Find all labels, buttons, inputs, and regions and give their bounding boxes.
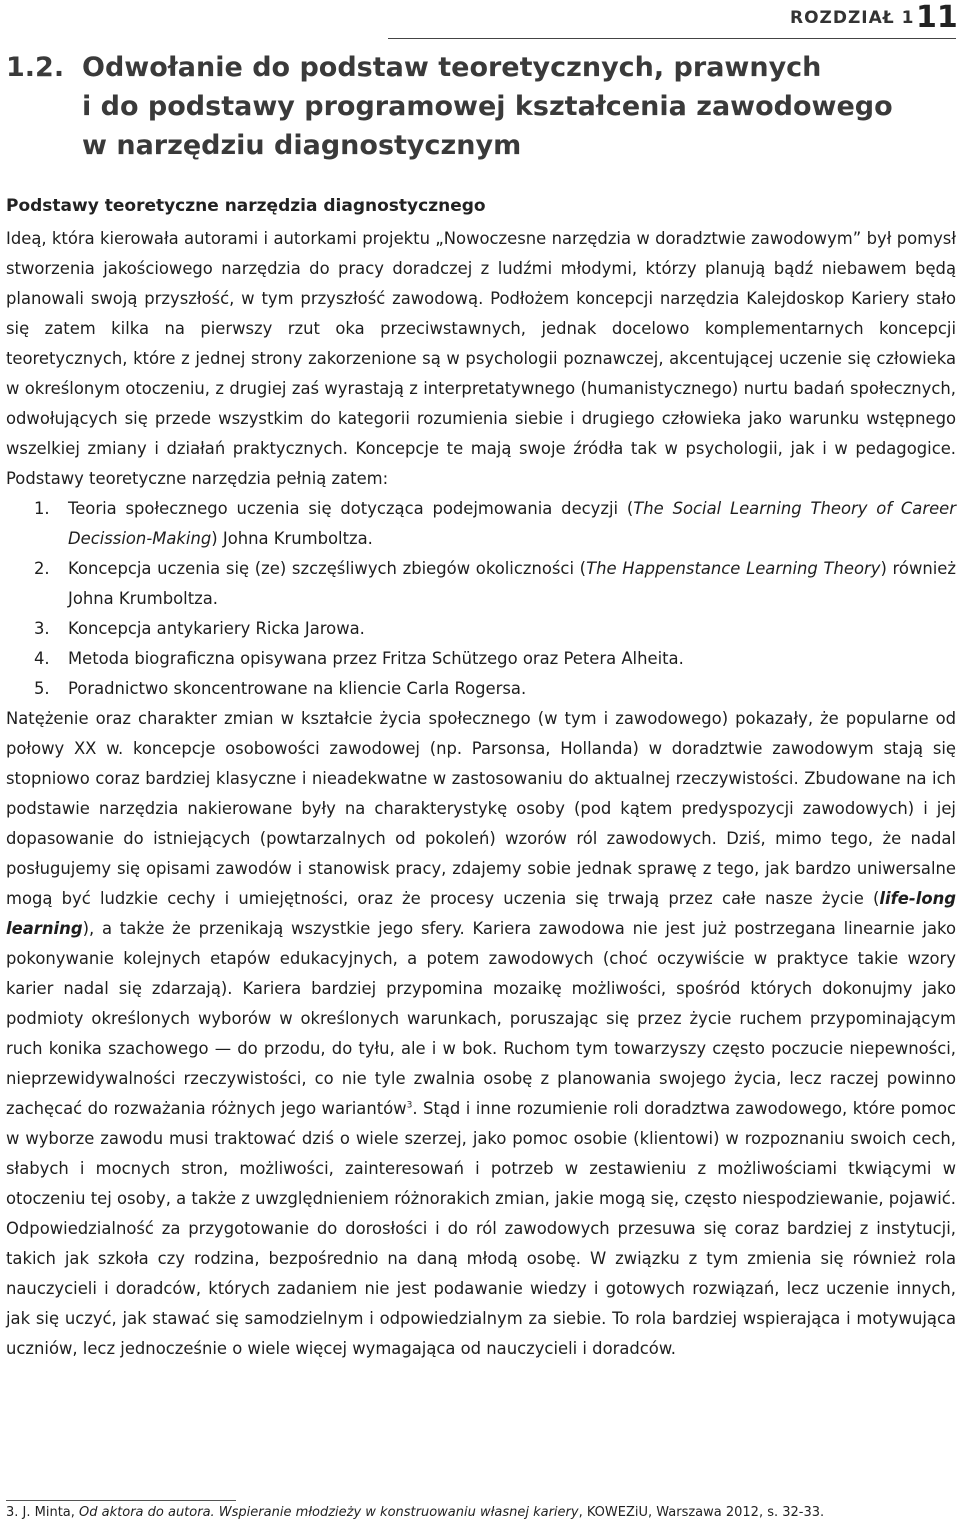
list-title: The Happenstance Learning Theory: [586, 559, 881, 578]
footnote-text: 3. J. Minta,: [6, 1505, 80, 1520]
list-item: [6, 554, 956, 614]
list-text: Metoda biograficzna opisywana przez Fritza Schützego oraz Petera Alheita.: [68, 649, 684, 668]
subheading: Podstawy teoretyczne narzędzia diagnostycznego: [6, 196, 486, 216]
list-text-end: ) również Johna Krumboltza.: [68, 559, 956, 608]
list-number: 1.: [34, 499, 50, 518]
list-item: [6, 494, 956, 554]
footnote-ref[interactable]: 3: [406, 1100, 413, 1111]
heading-text-1: Odwołanie do podstaw teoretycznych, prawnych: [82, 52, 822, 83]
header-rule: [388, 38, 956, 39]
paragraph-2-part-c: . Stąd i inne rozumienie roli doradztwa zawodowego, które pomoc w wyborze zawodu musi traktować dziś o wiele szerzej, jako pomoc osobie (klientowi) w rozpoznaniu swoich cech, słabych i mocnych stron, możliwości, zainteresowań i potrzeb w zestawieniu z możliwościami tkwiącymi w otoczeniu tej osoby, a także z uwzględnieniem różnorakich zmian, jakie mogą się, często niespodziewanie, pojawić. Odpowiedzialność za przygotowanie do dorosłości i do ról zawodowych przesuwa się coraz bardziej z instytucji, takich jak szkoła czy rodzina, bezpośrednio na daną młodą osobę. W związku z tym zmienia się również rola nauczycieli i doradców, których zadaniem nie jest podawanie wiedzy i gotowych rozwiązań, lecz uczenie innych, jak się uczyć, jak stawać się samodzielnym i odpowiedzialnym za siebie. To rola bardziej wspierająca i motywująca uczniów, lecz jednocześnie o wiele więcej wymagająca od nauczycieli i doradców.: [6, 1099, 956, 1358]
list-item: [6, 644, 956, 674]
list-text: Poradnictwo skoncentrowane na kliencie Carla Rogersa.: [68, 679, 527, 698]
paragraph-1: Ideą, która kierowała autorami i autorkami projektu „Nowoczesne narzędzia w doradztwie zawodowym” był pomysł stworzenia jakościowego narzędzia do pracy doradczej z ludźmi młodymi, którzy planują bądź niebawem będą planowali swoją przyszłość, w tym przyszłość zawodową. Podłożem koncepcji narzędzia Kalejdoskop Kariery stało się zatem kilka na pierwszy rzut oka przeciwstawnych, jednak docelowo komplementarnych koncepcji teoretycznych, które z jednej strony zakorzenione są w psychologii poznawczej, akcentującej uczenie się człowieka w określonym otoczeniu, z drugiej zaś wyrastają z interpretatywnego (humanistycznego) nurtu badań społecznych, odwołujących się przede wszystkim do kategorii rozumienia siebie i drugiego człowieka jako warunku wstępnego wszelkiej zmiany i działań praktycznych. Koncepcje te mają swoje źródła tak w psychologii, jak i w pedagogice. Podstawy teoretyczne narzędzia pełnią zatem:: [6, 229, 956, 488]
list-number: 3.: [34, 619, 50, 638]
list-title: The Social Learning Theory of Career Decission-Making: [68, 499, 956, 548]
paragraph-2: [6, 704, 956, 1364]
heading-number: 1.2.: [6, 52, 65, 83]
footnote-source: , KOWEZiU, Warszawa 2012, s. 32-33.: [578, 1505, 825, 1520]
heading-line-2: i do podstawy programowej kształcenia zawodowego: [82, 91, 893, 122]
paragraph-2-part-a: Natężenie oraz charakter zmian w kształcie życia społecznego (w tym i zawodowego) pokazały, że popularne od połowy XX w. koncepcje osobowości zawodowej (np. Parsonsa, Hollanda) w doradztwie zawodowym stają się stopniowo coraz bardziej klasyczne i nieadekwatne w zastosowaniu do aktualnej rzeczywistości. Zbudowane na ich podstawie narzędzia nakierowane były na charakterystykę osoby (pod kątem predyspozycji zawodowych) i jej dopasowanie do istniejących (powtarzalnych od pokoleń) wzorów ról zawodowych. Dziś, mimo tego, że nadal posługujemy się opisami zawodów i stanowisk pracy, zdajemy sobie jednak sprawę z tego, jak bardzo uniwersalne mogą być ludzkie cechy i umiejętności, oraz że procesy uczenia się trwają przez całe nasze życie (: [6, 709, 956, 908]
paragraph-2-emphasis: life-long learning: [6, 889, 956, 938]
section-heading: [6, 48, 946, 165]
heading-line-3: w narzędziu diagnostycznym: [82, 130, 522, 161]
body-text: [6, 224, 956, 1364]
list-text: Koncepcja uczenia się (ze) szczęśliwych zbiegów okoliczności (: [68, 559, 587, 578]
chapter-label: ROZDZIAŁ 1: [790, 8, 915, 28]
heading-line-1: [6, 48, 946, 87]
list-item: [6, 614, 956, 644]
page-number: 11: [916, 0, 958, 35]
footnote-title: Od aktora do autora. Wspieranie młodzieży w konstruowaniu własnej kariery: [79, 1505, 579, 1520]
footnote-rule: [6, 1500, 236, 1501]
list-item: [6, 674, 956, 704]
list-text-end: ) Johna Krumboltza.: [211, 529, 373, 548]
theory-list: [6, 494, 956, 704]
footnote: [6, 1505, 824, 1520]
list-number: 5.: [34, 679, 50, 698]
list-text: Teoria społecznego uczenia się dotycząca podejmowania decyzji (: [68, 499, 634, 518]
list-number: 2.: [34, 559, 50, 578]
paragraph-2-part-b: ), a także że przenikają wszystkie jego sfery. Kariera zawodowa nie jest już postrzegana linearnie jako pokonywanie kolejnych etapów edukacyjnych, a potem zawodowych (choć oczywiście w praktyce takie wzory karier nadal się zdarzają). Kariera bardziej przypomina mozaikę możliwości, spośród których dokonujmy jako podmioty określonych wyborów w określonych warunkach, poruszając się przez życie ruchem przypominającym ruch konika szachowego — do przodu, do tyłu, ale i w bok. Ruchom tym towarzyszy często poczucie niepewności, nieprzewidywalności rzeczywistości, co nie tyle zwalnia osobę z planowania swojego życia, lecz raczej powinno zachęcać do rozważania różnych jego wariantów: [6, 919, 956, 1118]
list-text: Koncepcja antykariery Ricka Jarowa.: [68, 619, 365, 638]
list-number: 4.: [34, 649, 50, 668]
